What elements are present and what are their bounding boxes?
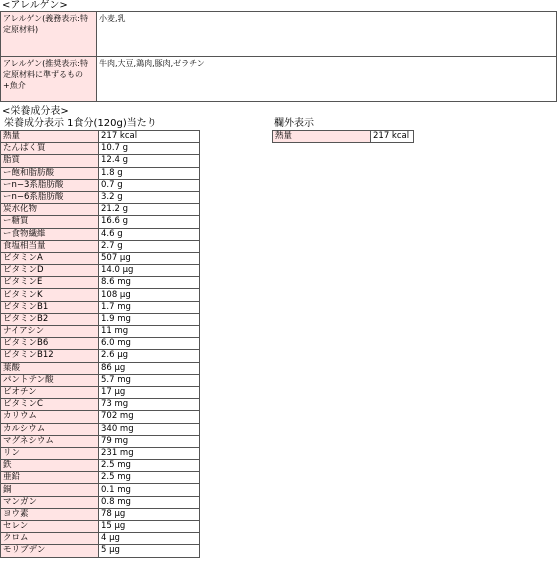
outside-value: 217 kcal: [371, 131, 414, 143]
nutrition-value: 11 mg: [99, 326, 200, 338]
nutrition-row: [1, 289, 200, 301]
nutrition-row: [1, 252, 200, 264]
nutrition-name: カルシウム: [1, 423, 99, 435]
nutrition-row: [1, 338, 200, 350]
nutrition-value: 0.8 mg: [99, 496, 200, 508]
allergen-value-recommended: 牛肉,大豆,鶏肉,豚肉,ゼラチン: [97, 57, 557, 102]
nutrition-value: 15 μg: [99, 521, 200, 533]
nutrition-value: 108 μg: [99, 289, 200, 301]
nutrition-name: リン: [1, 447, 99, 459]
nutrition-row: [1, 313, 200, 325]
nutrition-value: 5 μg: [99, 545, 200, 557]
nutrition-name: 葉酸: [1, 362, 99, 374]
allergen-row-mandatory: [1, 12, 557, 57]
nutrition-value: 340 mg: [99, 423, 200, 435]
nutrition-row: [1, 277, 200, 289]
nutrition-row: [1, 386, 200, 398]
nutrition-value: 0.7 g: [99, 179, 200, 191]
nutrition-value: 6.0 mg: [99, 338, 200, 350]
nutrition-value: 4 μg: [99, 533, 200, 545]
nutrition-row: [1, 447, 200, 459]
nutrition-name: 亜鉛: [1, 472, 99, 484]
nutrition-value: 231 mg: [99, 447, 200, 459]
nutrition-row: [1, 460, 200, 472]
nutrition-name: ビオチン: [1, 386, 99, 398]
nutrition-name: 銅: [1, 484, 99, 496]
nutrition-row: [1, 301, 200, 313]
nutrition-value: 78 μg: [99, 508, 200, 520]
nutrition-value: 2.5 mg: [99, 472, 200, 484]
nutrition-name: ビタミンC: [1, 399, 99, 411]
nutrition-name: ビタミンB12: [1, 350, 99, 362]
nutrition-row: [1, 533, 200, 545]
nutrition-section-title: <栄養成分表>: [2, 106, 69, 117]
nutrition-subtitle: 栄養成分表示 1食分(120g)当たり: [4, 118, 157, 129]
nutrition-name: ー糖質: [1, 216, 99, 228]
nutrition-name: パントテン酸: [1, 374, 99, 386]
nutrition-name: ビタミンB1: [1, 301, 99, 313]
nutrition-name: ビタミンB6: [1, 338, 99, 350]
nutrition-name: ヨウ素: [1, 508, 99, 520]
nutrition-name: ー食物繊維: [1, 228, 99, 240]
nutrition-row: [1, 545, 200, 557]
nutrition-row: [1, 155, 200, 167]
nutrition-value: 3.2 g: [99, 191, 200, 203]
nutrition-row: [1, 484, 200, 496]
nutrition-name: セレン: [1, 521, 99, 533]
allergen-label-mandatory: アレルゲン(義務表示:特定原材料): [1, 12, 97, 57]
outside-table: [272, 130, 414, 143]
nutrition-name: ビタミンB2: [1, 313, 99, 325]
nutrition-row: [1, 131, 200, 143]
nutrition-name: ー飽和脂肪酸: [1, 167, 99, 179]
nutrition-value: 702 mg: [99, 411, 200, 423]
nutrition-row: [1, 204, 200, 216]
nutrition-row: [1, 399, 200, 411]
nutrition-row: [1, 216, 200, 228]
allergen-table: [0, 11, 557, 102]
nutrition-value: 2.5 mg: [99, 460, 200, 472]
nutrition-value: 79 mg: [99, 435, 200, 447]
nutrition-name: たんぱく質: [1, 143, 99, 155]
nutrition-row: [1, 350, 200, 362]
allergen-value-mandatory: 小麦,乳: [97, 12, 557, 57]
nutrition-value: 5.7 mg: [99, 374, 200, 386]
nutrition-value: 0.1 mg: [99, 484, 200, 496]
outside-title: 欄外表示: [274, 118, 314, 129]
nutrition-row: [1, 167, 200, 179]
nutrition-row: [1, 191, 200, 203]
nutrition-row: [1, 472, 200, 484]
nutrition-row: [1, 521, 200, 533]
nutrition-value: 86 μg: [99, 362, 200, 374]
nutrition-name: カリウム: [1, 411, 99, 423]
nutrition-value: 17 μg: [99, 386, 200, 398]
nutrition-value: 2.7 g: [99, 240, 200, 252]
nutrition-value: 217 kcal: [99, 131, 200, 143]
nutrition-row: [1, 411, 200, 423]
nutrition-value: 10.7 g: [99, 143, 200, 155]
nutrition-value: 21.2 g: [99, 204, 200, 216]
nutrition-row: [1, 143, 200, 155]
nutrition-row: [1, 179, 200, 191]
nutrition-name: ーn−3系脂肪酸: [1, 179, 99, 191]
nutrition-row: [1, 228, 200, 240]
nutrition-value: 4.6 g: [99, 228, 200, 240]
outside-name: 熱量: [273, 131, 371, 143]
nutrition-name: 炭水化物: [1, 204, 99, 216]
nutrition-name: 食塩相当量: [1, 240, 99, 252]
nutrition-row: [1, 240, 200, 252]
nutrition-name: ビタミンD: [1, 265, 99, 277]
nutrition-name: ーn−6系脂肪酸: [1, 191, 99, 203]
nutrition-value: 16.6 g: [99, 216, 200, 228]
nutrition-name: 脂質: [1, 155, 99, 167]
nutrition-name: モリブデン: [1, 545, 99, 557]
nutrition-row: [1, 362, 200, 374]
nutrition-value: 1.8 g: [99, 167, 200, 179]
nutrition-row: [1, 374, 200, 386]
nutrition-name: クロム: [1, 533, 99, 545]
nutrition-name: ビタミンA: [1, 252, 99, 264]
nutrition-value: 73 mg: [99, 399, 200, 411]
nutrition-name: 鉄: [1, 460, 99, 472]
allergen-row-recommended: [1, 57, 557, 102]
nutrition-name: ビタミンE: [1, 277, 99, 289]
nutrition-row: [1, 508, 200, 520]
nutrition-value: 8.6 mg: [99, 277, 200, 289]
nutrition-name: マグネシウム: [1, 435, 99, 447]
nutrition-value: 2.6 μg: [99, 350, 200, 362]
nutrition-name: ビタミンK: [1, 289, 99, 301]
allergen-section-title: <アレルゲン>: [2, 0, 68, 11]
outside-row: [273, 131, 414, 143]
nutrition-name: ナイアシン: [1, 326, 99, 338]
nutrition-table: [0, 130, 200, 558]
nutrition-row: [1, 496, 200, 508]
nutrition-row: [1, 435, 200, 447]
nutrition-value: 507 μg: [99, 252, 200, 264]
nutrition-value: 12.4 g: [99, 155, 200, 167]
nutrition-value: 14.0 μg: [99, 265, 200, 277]
nutrition-value: 1.7 mg: [99, 301, 200, 313]
nutrition-name: マンガン: [1, 496, 99, 508]
nutrition-row: [1, 326, 200, 338]
nutrition-value: 1.9 mg: [99, 313, 200, 325]
nutrition-name: 熱量: [1, 131, 99, 143]
allergen-label-recommended: アレルゲン(推奨表示:特定原材料に準ずるもの+魚介: [1, 57, 97, 102]
nutrition-row: [1, 423, 200, 435]
nutrition-row: [1, 265, 200, 277]
